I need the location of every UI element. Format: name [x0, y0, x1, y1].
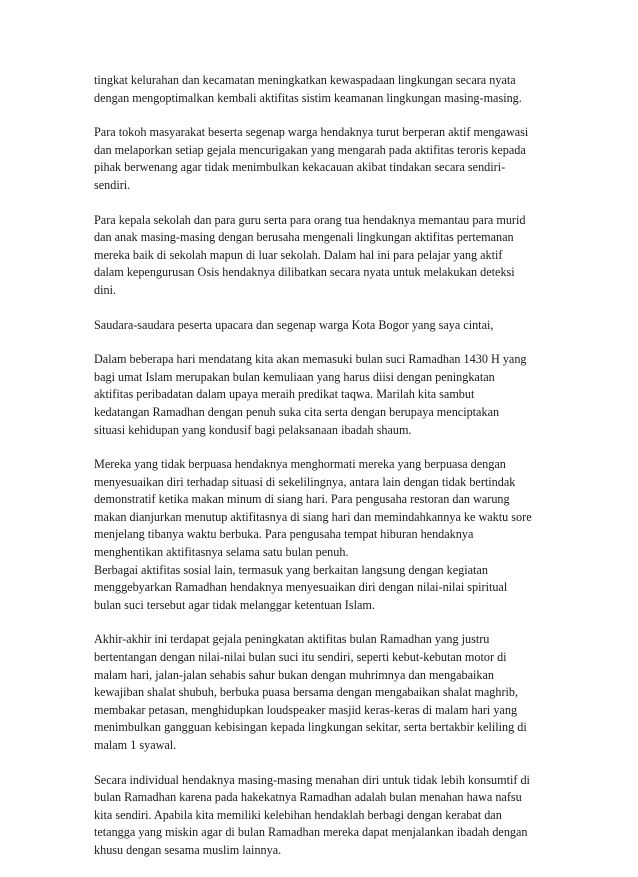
text-line: menyesuaikan diri terhadap situasi di sekelilingnya, antara lain dengan tidak bertindak [94, 474, 516, 489]
text-line: dengan mengoptimalkan kembali aktifitas sistim keamanan lingkungan masing-masing. [94, 90, 522, 105]
text-line: dini. [94, 282, 117, 297]
paragraph [94, 72, 546, 107]
text-line: bagi umat Islam merupakan bulan kemuliaan yang harus diisi dengan peningkatan [94, 369, 495, 384]
text-line: menggebyarkan Ramadhan hendaknya menyesuaikan diri dengan nilai-nilai spiritual [94, 580, 508, 595]
paragraph [94, 631, 546, 754]
text-line: demonstratif ketika makan minum di siang hari. Para pengusaha restoran dan warung [94, 492, 510, 507]
text-line: menghentikan aktifitasnya selama satu bulan penuh. [94, 545, 349, 560]
text-line: bertentangan dengan nilai-nilai bulan suci itu sendiri, seperti kebut-kebutan motor di [94, 650, 507, 665]
text-line: kita sendiri. Apabila kita memiliki kelebihan hendaklah berbagi dengan kerabat dan [94, 807, 502, 822]
text-line: kedatangan Ramadhan dengan penuh suka cita serta dengan berupaya menciptakan [94, 404, 500, 419]
text-line: malam 1 syawal. [94, 738, 177, 752]
text-line: khusu dengan sesama muslim lainnya. [94, 842, 282, 857]
text-line: makan dianjurkan menutup aktifitasnya di siang hari dan memindahkannya ke waktu sore [94, 509, 532, 524]
document-body [94, 72, 546, 877]
text-line: mereka baik di sekolah mapun di luar sekolah. Dalam hal ini para pelajar yang aktif [94, 247, 503, 262]
paragraph [94, 317, 546, 335]
text-line: Berbagai aktifitas sosial lain, termasuk yang berkaitan langsung dengan kegiatan [94, 562, 488, 577]
paragraph [94, 212, 546, 300]
text-line: tingkat kelurahan dan kecamatan meningkatkan kewaspadaan lingkungan secara nyata [94, 73, 516, 87]
text-line: Saudara-saudara peserta upacara dan segenap warga Kota Bogor yang saya cintai, [94, 317, 494, 332]
paragraph [94, 351, 546, 439]
text-line: aktifitas peribadatan dalam upaya meraih predikat taqwa. Marilah kita sambut [94, 387, 475, 402]
text-line: dalam kepengurusan Osis hendaknya dilibatkan secara nyata untuk melakukan deteksi [94, 265, 515, 280]
text-line: situasi kehidupan yang kondusif bagi pelaksanaan ibadah shaum. [94, 422, 412, 437]
text-line: Para tokoh masyarakat beserta segenap warga hendaknya turut berperan aktif mengawasi [94, 125, 529, 140]
paragraph [94, 772, 546, 860]
text-line: membakar petasan, menghidupkan loudspeaker masjid keras-keras di malam hari yang [94, 702, 518, 717]
text-line: Akhir-akhir ini terdapat gejala peningkatan aktifitas bulan Ramadhan yang justru [94, 632, 490, 647]
paragraph [94, 456, 546, 562]
text-line: bulan suci tersebut agar tidak melanggar ketentuan Islam. [94, 597, 375, 612]
paragraph [94, 562, 546, 615]
text-line: Mereka yang tidak berpuasa hendaknya menghormati mereka yang berpuasa dengan [94, 457, 506, 472]
text-line: dan anak masing-masing dengan berusaha mengenali lingkungan aktifitas pertemanan [94, 230, 514, 245]
text-line: Dalam beberapa hari mendatang kita akan memasuki bulan suci Ramadhan 1430 H yang [94, 352, 527, 367]
text-line: tetangga yang miskin agar di bulan Ramadhan mereka dapat menjalankan ibadah dengan [94, 825, 528, 840]
text-line: sendiri. [94, 177, 131, 192]
text-line: kewajiban shalat shubuh, berbuka puasa bersama dengan mengabaikan shalat maghrib, [94, 685, 519, 700]
text-line: menjelang tibanya waktu berbuka. Para pengusaha tempat hiburan hendaknya [94, 527, 474, 542]
text-line: Secara individual hendaknya masing-masing menahan diri untuk tidak lebih konsumtif di [94, 772, 530, 787]
text-line: pihak berwenang agar tidak menimbulkan kekacauan akibat tindakan secara sendiri- [94, 160, 506, 175]
text-line: dan melaporkan setiap gejala mencurigakan yang mengarah pada aktifitas teroris kepada [94, 142, 526, 157]
text-line: Para kepala sekolah dan para guru serta para orang tua hendaknya memantau para murid [94, 212, 526, 227]
text-line: bulan Ramadhan karena pada hakekatnya Ramadhan adalah bulan menahan hawa nafsu [94, 790, 522, 805]
paragraph [94, 124, 546, 194]
text-line: malam hari, jalan-jalan sehabis sahur bukan dengan muhrimnya dan mengabaikan [94, 667, 495, 682]
text-line: menimbulkan gangguan kebisingan kepada lingkungan sekitar, serta bertakbir keliling di [94, 720, 527, 735]
